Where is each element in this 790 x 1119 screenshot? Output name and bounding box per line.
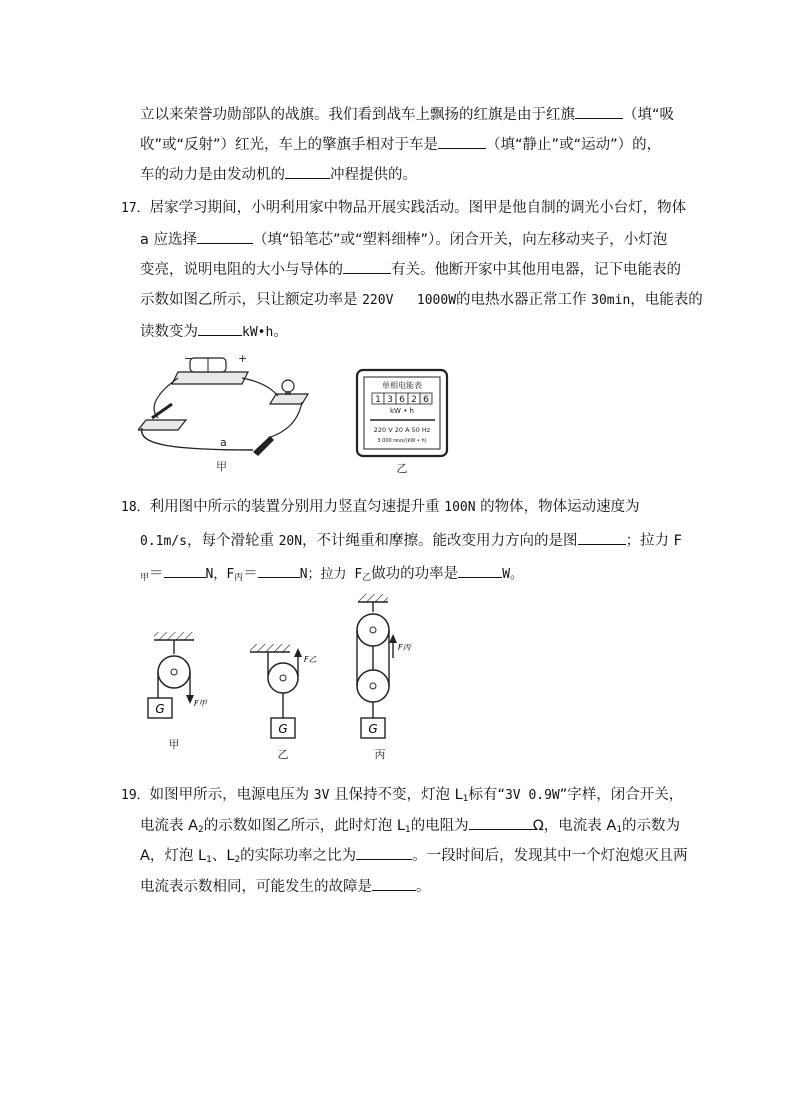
question-number: 17． — [121, 201, 150, 216]
answer-blank[interactable] — [438, 134, 486, 149]
meter-digit: 6 — [423, 395, 429, 405]
q17-line5: 读数变为 kW•h。 — [140, 321, 288, 343]
pulley-figures — [130, 592, 430, 762]
svg-text:丙: 丙 — [374, 748, 386, 761]
svg-text:−: − — [184, 352, 194, 365]
svg-text:+: + — [238, 352, 248, 365]
svg-text:G: G — [278, 722, 288, 736]
svg-text:3 000 revs/(kW • h): 3 000 revs/(kW • h) — [377, 438, 427, 444]
answer-blank[interactable] — [372, 876, 416, 891]
switch-icon — [152, 404, 172, 418]
q18-line1: 18．利用图中所示的装置分别用力竖直匀速提升重 100N 的物体，物体运动速度为 — [121, 499, 640, 515]
svg-text:G: G — [155, 702, 165, 716]
svg-text:乙: 乙 — [396, 462, 408, 475]
svg-text:乙: 乙 — [277, 748, 289, 761]
q17-line2: a 应选择 （填“铅笔芯”或“塑料细棒”）。闭合开关，向左移动夹子，小灯泡 — [140, 229, 667, 250]
answer-blank[interactable] — [578, 530, 626, 545]
meter-digit: 6 — [399, 395, 405, 405]
answer-blank[interactable] — [356, 845, 412, 860]
answer-blank[interactable] — [258, 563, 300, 578]
q19-line1: 19．如图甲所示，电源电压为 3V 且保持不变，灯泡 $L_1$标有“3V 0.9W”字样，闭合开关， — [121, 787, 684, 804]
meter-digit: 2 — [411, 395, 417, 405]
q16-line2: 收”或“反射”）红光，车上的擎旗手相对于车是 （填“静止”或“运动”）的， — [140, 134, 661, 155]
answer-blank[interactable] — [458, 563, 502, 578]
answer-blank[interactable] — [575, 104, 623, 119]
svg-text:F乙: F乙 — [304, 655, 317, 664]
q19-line4: 电流表示数相同，可能发生的故障是 。 — [140, 876, 431, 897]
bulb-icon — [282, 380, 294, 392]
svg-text:G: G — [368, 722, 378, 736]
pulley-yi — [250, 644, 317, 761]
clip-icon — [253, 436, 274, 456]
q19-line2: 电流表 $A_2$的示数如图乙所示，此时灯泡 $L_1$的电阻为 Ω，电流表 $A_1$的示数为 — [140, 815, 680, 840]
electric-meter-figure — [355, 368, 465, 478]
q17-line4: 示数如图乙所示，只让额定功率是 220V 1000W的电热水器正常工作 30min，电能表的 — [140, 292, 703, 308]
q18-line3: $_甲$＝ N，$F_丙= N$；拉力 $F_乙$做功的功率是 W。 — [140, 563, 523, 588]
dimmer-lamp-circuit-figure — [138, 352, 313, 474]
answer-blank[interactable] — [197, 229, 253, 244]
svg-text:甲: 甲 — [168, 738, 180, 751]
svg-text:220 V 20 A 50 Hz: 220 V 20 A 50 Hz — [373, 426, 431, 434]
svg-text:单相电能表: 单相电能表 — [382, 381, 422, 390]
svg-text:F丙: F丙 — [398, 643, 411, 652]
meter-digit-row — [372, 393, 432, 405]
answer-blank[interactable] — [285, 164, 330, 179]
meter-digit: 1 — [375, 395, 381, 405]
q16-line1: 立以来荣誉功勋部队的战旗。我们看到战车上飘扬的红旗是由于红旗 （填“吸 — [140, 104, 674, 125]
svg-text:F甲: F甲 — [194, 699, 207, 708]
q19-line3: A，灯泡 $L_1$、$L_2$的实际功率之比为 。一段时间后，发现其中一个灯泡熄灭且两 — [140, 845, 688, 870]
question-number: 19． — [121, 788, 150, 803]
q16-line3: 车的动力是由发动机的 冲程提供的。 — [140, 164, 417, 185]
svg-text:a: a — [220, 436, 227, 449]
pulley-jia — [148, 632, 208, 751]
question-number: 18． — [121, 500, 150, 515]
answer-blank[interactable] — [343, 259, 391, 274]
q18-line2: 0.1m/s，每个滑轮重 20N，不计绳重和摩擦。能改变用力方向的是图 ；拉力 F — [140, 530, 682, 552]
answer-blank[interactable] — [469, 815, 533, 830]
svg-text:kW • h: kW • h — [390, 407, 414, 415]
svg-text:甲: 甲 — [216, 460, 227, 473]
q17-line3: 变亮，说明电阻的大小与导体的 有关。他断开家中其他用电器，记下电能表的 — [140, 259, 681, 280]
meter-digit: 3 — [387, 395, 393, 405]
pulley-bing — [357, 594, 413, 761]
answer-blank[interactable] — [164, 563, 206, 578]
q17-line1: 17．居家学习期间，小明利用家中物品开展实践活动。图甲是他自制的调光小台灯，物体 — [121, 200, 687, 216]
answer-blank[interactable] — [198, 321, 242, 336]
